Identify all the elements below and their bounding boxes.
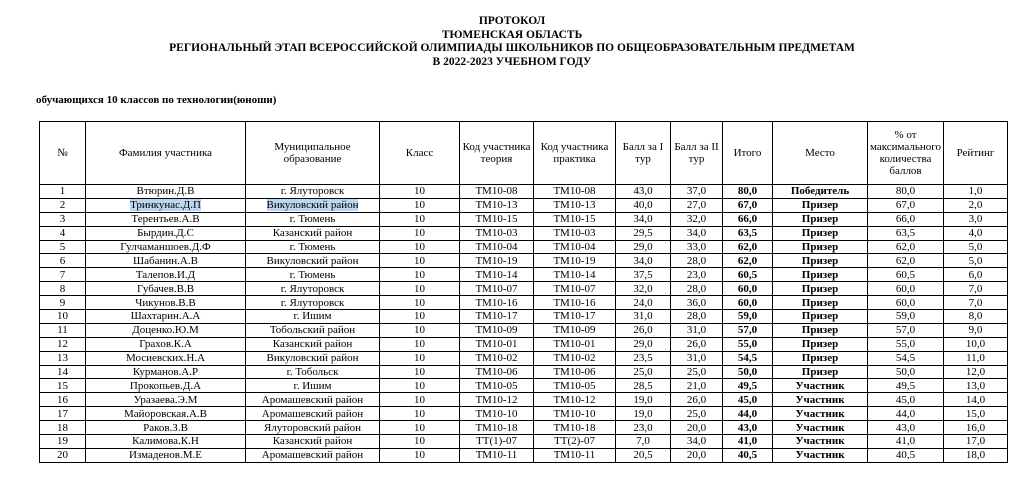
cell-percent: 45,0 <box>868 393 944 407</box>
cell-score1: 29,0 <box>616 240 671 254</box>
cell-rating: 12,0 <box>944 365 1008 379</box>
cell-percent: 55,0 <box>868 337 944 351</box>
cell-rating: 11,0 <box>944 351 1008 365</box>
cell-total: 60,0 <box>723 296 773 310</box>
cell-percent: 63,5 <box>868 226 944 240</box>
cell-code-theory: ТМ10-09 <box>460 323 534 337</box>
cell-rating: 9,0 <box>944 323 1008 337</box>
cell-rating: 13,0 <box>944 379 1008 393</box>
cell-percent: 57,0 <box>868 323 944 337</box>
header-line-1: ПРОТОКОЛ <box>478 15 546 27</box>
cell-score1: 34,0 <box>616 212 671 226</box>
cell-num: 7 <box>40 268 86 282</box>
cell-code-theory: ТМ10-17 <box>460 310 534 324</box>
cell-score2: 36,0 <box>671 296 723 310</box>
table-row <box>40 323 1008 337</box>
cell-score1: 23,0 <box>616 421 671 435</box>
cell-municipality: г. Тюмень <box>246 240 380 254</box>
cell-percent: 49,5 <box>868 379 944 393</box>
cell-percent: 59,0 <box>868 310 944 324</box>
cell-score2: 23,0 <box>671 268 723 282</box>
cell-code-practice: ТМ10-16 <box>534 296 616 310</box>
cell-grade: 10 <box>380 407 460 421</box>
cell-name: Втюрин.Д.В <box>86 185 246 199</box>
cell-total: 45,0 <box>723 393 773 407</box>
cell-grade: 10 <box>380 323 460 337</box>
cell-place: Призер <box>773 240 868 254</box>
cell-place: Призер <box>773 268 868 282</box>
cell-name: Измаденов.М.Е <box>86 448 246 462</box>
cell-percent: 80,0 <box>868 185 944 199</box>
cell-municipality: г. Ишим <box>246 310 380 324</box>
cell-score1: 25,0 <box>616 365 671 379</box>
cell-num: 13 <box>40 351 86 365</box>
cell-place: Призер <box>773 351 868 365</box>
cell-code-theory: ТМ10-08 <box>460 185 534 199</box>
selected-municipality-text[interactable]: Викуловский район <box>266 199 359 212</box>
cell-municipality: Викуловский район <box>246 351 380 365</box>
cell-name: Шахтарин.А.А <box>86 310 246 324</box>
cell-code-theory: ТМ10-19 <box>460 254 534 268</box>
cell-num: 10 <box>40 310 86 324</box>
cell-grade: 10 <box>380 212 460 226</box>
cell-score1: 19,0 <box>616 393 671 407</box>
cell-total: 62,0 <box>723 240 773 254</box>
cell-total: 41,0 <box>723 435 773 449</box>
cell-num: 8 <box>40 282 86 296</box>
cell-name: Шабанин.А.В <box>86 254 246 268</box>
cell-grade: 10 <box>380 268 460 282</box>
cell-score1: 37,5 <box>616 268 671 282</box>
cell-rating: 4,0 <box>944 226 1008 240</box>
cell-grade: 10 <box>380 351 460 365</box>
cell-total: 54,5 <box>723 351 773 365</box>
table-row <box>40 337 1008 351</box>
header-line-3: РЕГИОНАЛЬНЫЙ ЭТАП ВСЕРОССИЙСКОЙ ОЛИМПИАДЫ ШКОЛЬНИКОВ ПО ОБЩЕОБРАЗОВАТЕЛЬНЫМ ПРЕДМЕТАМ <box>169 42 855 54</box>
cell-code-theory: ТМ10-13 <box>460 198 534 212</box>
cell-num: 12 <box>40 337 86 351</box>
cell-name: Мосиевских.Н.А <box>86 351 246 365</box>
cell-score2: 31,0 <box>671 351 723 365</box>
table-row <box>40 448 1008 462</box>
cell-code-practice: ТМ10-13 <box>534 198 616 212</box>
cell-name: Уразаева.Э.М <box>86 393 246 407</box>
cell-municipality: Аромашевский район <box>246 393 380 407</box>
cell-code-practice: ТМ10-02 <box>534 351 616 365</box>
cell-total: 49,5 <box>723 379 773 393</box>
cell-code-practice: ТМ10-12 <box>534 393 616 407</box>
cell-num: 3 <box>40 212 86 226</box>
cell-rating: 6,0 <box>944 268 1008 282</box>
cell-place: Участник <box>773 407 868 421</box>
col-score1-header: Балл за I тур <box>616 122 671 185</box>
cell-place: Призер <box>773 296 868 310</box>
cell-name: Губачев.В.В <box>86 282 246 296</box>
cell-code-theory: ТМ10-10 <box>460 407 534 421</box>
cell-code-theory: ТМ10-14 <box>460 268 534 282</box>
cell-name: Калимова.К.Н <box>86 435 246 449</box>
cell-code-theory: ТМ10-16 <box>460 296 534 310</box>
selected-name-text[interactable]: Тринкунас.Д.П <box>130 199 201 212</box>
cell-code-theory: ТМ10-01 <box>460 337 534 351</box>
cell-code-practice: ТМ10-11 <box>534 448 616 462</box>
cell-rating: 10,0 <box>944 337 1008 351</box>
cell-code-practice: ТМ10-09 <box>534 323 616 337</box>
cell-place: Призер <box>773 282 868 296</box>
cell-num: 4 <box>40 226 86 240</box>
cell-municipality: Ялуторовский район <box>246 421 380 435</box>
table-row <box>40 365 1008 379</box>
cell-percent: 54,5 <box>868 351 944 365</box>
cell-total: 60,0 <box>723 282 773 296</box>
col-name-header: Фамилия участника <box>86 122 246 185</box>
cell-num: 5 <box>40 240 86 254</box>
cell-municipality: г. Ялуторовск <box>246 296 380 310</box>
cell-municipality: Казанский район <box>246 226 380 240</box>
cell-num: 1 <box>40 185 86 199</box>
col-num-header: № <box>40 122 86 185</box>
cell-score2: 25,0 <box>671 365 723 379</box>
cell-rating: 16,0 <box>944 421 1008 435</box>
cell-code-theory: ТМ10-06 <box>460 365 534 379</box>
cell-name: Прокопьев.Д.А <box>86 379 246 393</box>
cell-num: 15 <box>40 379 86 393</box>
cell-grade: 10 <box>380 240 460 254</box>
cell-total: 62,0 <box>723 254 773 268</box>
cell-name: Грахов.К.А <box>86 337 246 351</box>
cell-name: Гулчаманшоев.Д.Ф <box>86 240 246 254</box>
cell-municipality: Аромашевский район <box>246 448 380 462</box>
cell-municipality: г. Ишим <box>246 379 380 393</box>
cell-place: Призер <box>773 212 868 226</box>
cell-grade: 10 <box>380 198 460 212</box>
cell-score1: 23,5 <box>616 351 671 365</box>
cell-percent: 66,0 <box>868 212 944 226</box>
col-percent-header: % от максимального количества баллов <box>868 122 944 185</box>
cell-code-theory: ТМ10-05 <box>460 379 534 393</box>
results-table <box>39 121 1008 463</box>
cell-percent: 60,0 <box>868 282 944 296</box>
cell-grade: 10 <box>380 185 460 199</box>
cell-code-practice: ТМ10-19 <box>534 254 616 268</box>
cell-score1: 24,0 <box>616 296 671 310</box>
cell-rating: 2,0 <box>944 198 1008 212</box>
table-row <box>40 240 1008 254</box>
cell-place: Призер <box>773 254 868 268</box>
cell-total: 57,0 <box>723 323 773 337</box>
table-body <box>40 185 1008 463</box>
cell-grade: 10 <box>380 296 460 310</box>
cell-score1: 7,0 <box>616 435 671 449</box>
cell-place: Победитель <box>773 185 868 199</box>
cell-municipality: Казанский район <box>246 435 380 449</box>
cell-rating: 8,0 <box>944 310 1008 324</box>
cell-code-theory: ТМ10-07 <box>460 282 534 296</box>
cell-percent: 43,0 <box>868 421 944 435</box>
cell-grade: 10 <box>380 421 460 435</box>
cell-score1: 26,0 <box>616 323 671 337</box>
cell-num: 20 <box>40 448 86 462</box>
cell-total: 44,0 <box>723 407 773 421</box>
header-line-2: ТЮМЕНСКАЯ ОБЛАСТЬ <box>441 28 583 41</box>
cell-place: Призер <box>773 198 868 212</box>
cell-percent: 62,0 <box>868 254 944 268</box>
col-grade-header: Класс <box>380 122 460 185</box>
cell-percent: 44,0 <box>868 407 944 421</box>
table-row <box>40 421 1008 435</box>
cell-name: Бырдин.Д.С <box>86 226 246 240</box>
cell-municipality: Тобольский район <box>246 323 380 337</box>
cell-place: Участник <box>773 448 868 462</box>
cell-grade: 10 <box>380 226 460 240</box>
cell-total: 67,0 <box>723 198 773 212</box>
col-rating-header: Рейтинг <box>944 122 1008 185</box>
cell-percent: 67,0 <box>868 198 944 212</box>
col-place-header: Место <box>773 122 868 185</box>
cell-percent: 50,0 <box>868 365 944 379</box>
cell-percent: 62,0 <box>868 240 944 254</box>
cell-code-practice: ТМ10-07 <box>534 282 616 296</box>
cell-grade: 10 <box>380 435 460 449</box>
cell-place: Призер <box>773 226 868 240</box>
cell-name: Майоровская.А.В <box>86 407 246 421</box>
cell-code-practice: ТМ10-18 <box>534 421 616 435</box>
cell-code-practice: ТМ10-03 <box>534 226 616 240</box>
cell-score1: 31,0 <box>616 310 671 324</box>
cell-municipality: г. Тобольск <box>246 365 380 379</box>
cell-code-theory: ТМ10-03 <box>460 226 534 240</box>
table-row <box>40 435 1008 449</box>
cell-score2: 20,0 <box>671 421 723 435</box>
cell-rating: 15,0 <box>944 407 1008 421</box>
cell-total: 40,5 <box>723 448 773 462</box>
cell-total: 66,0 <box>723 212 773 226</box>
cell-grade: 10 <box>380 448 460 462</box>
cell-total: 59,0 <box>723 310 773 324</box>
cell-score2: 21,0 <box>671 379 723 393</box>
cell-code-theory: ТМ10-11 <box>460 448 534 462</box>
cell-place: Участник <box>773 393 868 407</box>
cell-grade: 10 <box>380 337 460 351</box>
table-row <box>40 407 1008 421</box>
subtitle: обучающихся 10 классов по технологии(юноши) <box>36 94 277 106</box>
cell-rating: 14,0 <box>944 393 1008 407</box>
cell-score2: 26,0 <box>671 337 723 351</box>
cell-name <box>86 198 246 212</box>
cell-total: 43,0 <box>723 421 773 435</box>
cell-score2: 28,0 <box>671 282 723 296</box>
cell-place: Участник <box>773 379 868 393</box>
cell-percent: 41,0 <box>868 435 944 449</box>
cell-total: 55,0 <box>723 337 773 351</box>
cell-grade: 10 <box>380 310 460 324</box>
cell-total: 50,0 <box>723 365 773 379</box>
cell-place: Призер <box>773 365 868 379</box>
cell-rating: 3,0 <box>944 212 1008 226</box>
cell-place: Участник <box>773 421 868 435</box>
cell-code-theory: ТМ10-18 <box>460 421 534 435</box>
cell-score2: 32,0 <box>671 212 723 226</box>
col-code-practice-header: Код участника практика <box>534 122 616 185</box>
cell-num: 6 <box>40 254 86 268</box>
cell-score2: 37,0 <box>671 185 723 199</box>
cell-municipality: г. Тюмень <box>246 212 380 226</box>
cell-place: Участник <box>773 435 868 449</box>
cell-score1: 29,5 <box>616 226 671 240</box>
cell-name: Доценко.Ю.М <box>86 323 246 337</box>
cell-code-theory: ТМ10-12 <box>460 393 534 407</box>
cell-code-practice: ТМ10-15 <box>534 212 616 226</box>
cell-grade: 10 <box>380 379 460 393</box>
cell-score2: 25,0 <box>671 407 723 421</box>
cell-score2: 28,0 <box>671 310 723 324</box>
table-row <box>40 226 1008 240</box>
cell-score2: 33,0 <box>671 240 723 254</box>
cell-rating: 17,0 <box>944 435 1008 449</box>
cell-code-practice: ТТ(2)-07 <box>534 435 616 449</box>
cell-code-practice: ТМ10-08 <box>534 185 616 199</box>
col-score2-header: Балл за II тур <box>671 122 723 185</box>
table-row <box>40 185 1008 199</box>
cell-municipality: Викуловский район <box>246 254 380 268</box>
cell-num: 9 <box>40 296 86 310</box>
table-row <box>40 198 1008 212</box>
cell-score1: 29,0 <box>616 337 671 351</box>
table-row <box>40 254 1008 268</box>
cell-rating: 18,0 <box>944 448 1008 462</box>
cell-name: Терентьев.А.В <box>86 212 246 226</box>
cell-score2: 28,0 <box>671 254 723 268</box>
cell-score2: 34,0 <box>671 435 723 449</box>
cell-rating: 5,0 <box>944 240 1008 254</box>
cell-code-practice: ТМ10-06 <box>534 365 616 379</box>
cell-municipality <box>246 198 380 212</box>
cell-grade: 10 <box>380 365 460 379</box>
table-row <box>40 379 1008 393</box>
cell-code-theory: ТМ10-04 <box>460 240 534 254</box>
cell-code-theory: ТМ10-02 <box>460 351 534 365</box>
cell-code-theory: ТМ10-15 <box>460 212 534 226</box>
cell-score2: 31,0 <box>671 323 723 337</box>
cell-code-practice: ТМ10-17 <box>534 310 616 324</box>
cell-score1: 32,0 <box>616 282 671 296</box>
col-total-header: Итого <box>723 122 773 185</box>
cell-place: Призер <box>773 310 868 324</box>
cell-num: 19 <box>40 435 86 449</box>
cell-score2: 27,0 <box>671 198 723 212</box>
cell-score1: 20,5 <box>616 448 671 462</box>
table-row <box>40 351 1008 365</box>
cell-total: 60,5 <box>723 268 773 282</box>
cell-municipality: Аромашевский район <box>246 407 380 421</box>
cell-score2: 34,0 <box>671 226 723 240</box>
cell-rating: 7,0 <box>944 282 1008 296</box>
cell-code-practice: ТМ10-14 <box>534 268 616 282</box>
cell-place: Призер <box>773 337 868 351</box>
cell-num: 2 <box>40 198 86 212</box>
cell-municipality: г. Ялуторовск <box>246 282 380 296</box>
cell-name: Раков.З.В <box>86 421 246 435</box>
cell-num: 17 <box>40 407 86 421</box>
col-code-theory-header: Код участника теория <box>460 122 534 185</box>
cell-percent: 40,5 <box>868 448 944 462</box>
table-row <box>40 393 1008 407</box>
cell-score1: 19,0 <box>616 407 671 421</box>
cell-score2: 26,0 <box>671 393 723 407</box>
table-row <box>40 282 1008 296</box>
cell-score1: 43,0 <box>616 185 671 199</box>
cell-name: Талепов.И.Д <box>86 268 246 282</box>
cell-score2: 20,0 <box>671 448 723 462</box>
cell-grade: 10 <box>380 393 460 407</box>
cell-code-theory: ТТ(1)-07 <box>460 435 534 449</box>
cell-total: 63,5 <box>723 226 773 240</box>
table-row <box>40 296 1008 310</box>
cell-grade: 10 <box>380 282 460 296</box>
table-row <box>40 212 1008 226</box>
cell-municipality: г. Ялуторовск <box>246 185 380 199</box>
cell-num: 14 <box>40 365 86 379</box>
cell-municipality: Казанский район <box>246 337 380 351</box>
cell-code-practice: ТМ10-01 <box>534 337 616 351</box>
cell-num: 11 <box>40 323 86 337</box>
cell-name: Чикунов.В.В <box>86 296 246 310</box>
cell-municipality: г. Тюмень <box>246 268 380 282</box>
protocol-header <box>0 15 1024 69</box>
table-row <box>40 268 1008 282</box>
cell-rating: 1,0 <box>944 185 1008 199</box>
cell-num: 18 <box>40 421 86 435</box>
table-header-row <box>40 122 1008 185</box>
cell-percent: 60,0 <box>868 296 944 310</box>
cell-code-practice: ТМ10-04 <box>534 240 616 254</box>
cell-grade: 10 <box>380 254 460 268</box>
cell-rating: 5,0 <box>944 254 1008 268</box>
col-municipality-header: Муниципальное образование <box>246 122 380 185</box>
cell-code-practice: ТМ10-05 <box>534 379 616 393</box>
cell-name: Курманов.А.Р <box>86 365 246 379</box>
cell-num: 16 <box>40 393 86 407</box>
cell-place: Призер <box>773 323 868 337</box>
cell-rating: 7,0 <box>944 296 1008 310</box>
table-row <box>40 310 1008 324</box>
cell-score1: 34,0 <box>616 254 671 268</box>
cell-percent: 60,5 <box>868 268 944 282</box>
cell-score1: 40,0 <box>616 198 671 212</box>
cell-code-practice: ТМ10-10 <box>534 407 616 421</box>
cell-score1: 28,5 <box>616 379 671 393</box>
cell-total: 80,0 <box>723 185 773 199</box>
header-line-4: В 2022-2023 УЧЕБНОМ ГОДУ <box>432 55 592 68</box>
